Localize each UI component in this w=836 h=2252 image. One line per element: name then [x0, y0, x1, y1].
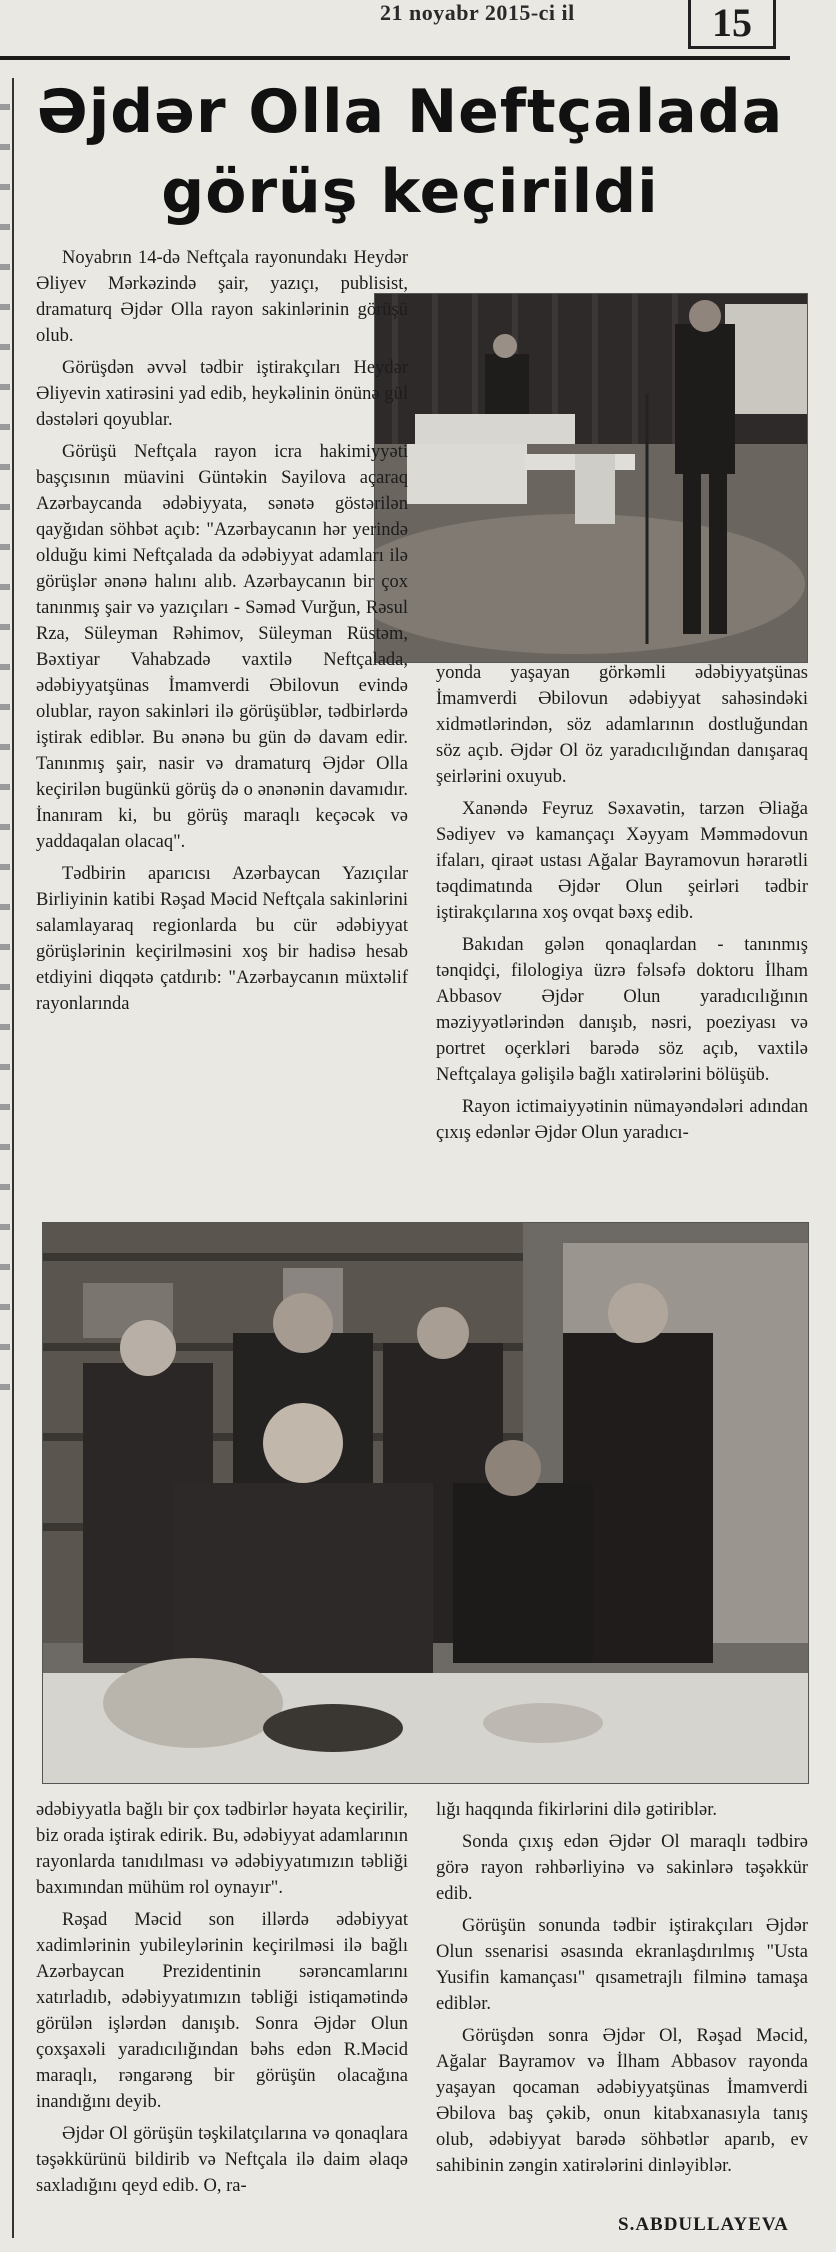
headline-line-1: Əjdər Olla Neftçalada: [36, 77, 784, 147]
article-column-4: [436, 1797, 808, 2185]
paragraph: Görüşdən əvvəl tədbir iştirakçıları Heydər Əliyevin xatirəsini yad edib, heykəlinin önünə gül dəstələri qoyublar.: [36, 358, 408, 430]
headline: [20, 72, 800, 232]
paragraph: Xanəndə Feyruz Səxavətin, tarzən Əliağa Sədiyev və kamançaçı Xəyyam Məmmədovun ifaları, qiraət ustası Ağalar Bayramovun hərarətli təqdimatında Əjdər Olun şeirləri tədbir iştirakçılarına xoş ovqat bəxş edib.: [436, 799, 808, 923]
paragraph: Görüşün sonunda tədbir iştirakçıları Əjdər Olun ssenarisi əsasında ekranlaşdırılmış "Usta Yusifin kamançası" qısametrajlı filminə tamaşa ediblər.: [436, 1916, 808, 2014]
paragraph: Əjdər Ol görüşün təşkilatçılarına və qonaqlara təşəkkürünü bildirib və Neftçala ilə daim əlaqə saxladığını qeyd edib. O, ra-: [36, 2124, 408, 2196]
column-divider: [12, 78, 14, 2238]
paragraph: Noyabrın 14-də Neftçala rayonundakı Heydər Əliyev Mərkəzində şair, yazıçı, publisist, dramaturq Əjdər Olla rayon sakinlərinin görüşü olub.: [36, 248, 408, 346]
paragraph: Sonda çıxış edən Əjdər Ol maraqlı tədbirə görə rayon rəhbərliyinə və sakinlərə təşəkkür edib.: [436, 1832, 808, 1904]
paragraph: lığı haqqında fikirlərini dilə gətiriblər.: [436, 1800, 718, 1820]
paragraph: Tədbirin aparıcısı Azərbaycan Yazıçılar Birliyinin katibi Rəşad Məcid Neftçala sakinlərini salamlayaraq regionlarda bu cür ədəbiyyat görüşlərinin keçirilməsini xoş bir hadisə hesab etdiyini diqqətə çatdırıb: "Azərbaycanın müxtəlif rayonlarında: [36, 864, 408, 1014]
author-signature: S.ABDULLAYEVA: [618, 2214, 789, 2235]
paragraph: Görüşdən sonra Əjdər Ol, Rəşad Məcid, Ağalar Bayramov və İlham Abbasov rayonda yaşayan qocaman ədəbiyyatşünas İmamverdi Əbilova baş çəkib, onun kitabxanasıyla tanış olub, ədəbiyyat barədə söhbətlər aparıb, ev sahibinin zəngin xatirələrini dinləyiblər.: [436, 2026, 808, 2176]
photo-speaker-at-podium: [374, 293, 808, 663]
issue-date: 21 noyabr 2015-ci il: [380, 0, 575, 25]
paragraph: Rayon ictimaiyyətinin nümayəndələri adından çıxış edənlər Əjdər Olun yaradıcı-: [436, 1097, 808, 1143]
adjacent-column-edge: [0, 70, 10, 1420]
top-rule: [0, 56, 790, 60]
paragraph: Görüşü Neftçala rayon icra hakimiyyəti başçısının müavini Güntəkin Sayilova açaraq Azərbaycanda ədəbiyyata, sənətə göstərilən qayğıdan söhbət açıb: "Azərbaycanın hər yerində olduğu kimi Neftçalada da ədəbiyyat adamları ilə görüşlər ənənə halını alıb. Azərbaycanın bir çox tanınmış şair və yazıçıları - Səməd Vurğun, Rəsul Rza, Süleyman Rəhimov, Süleyman Rüstəm, Bəxtiyar Vahabzadə vaxtilə Neftçalada, ədəbiyyatşünas İmamverdi Əbilovun evində olublar, rayon sakinləri ilə görüşüblər, tədbirlərdə iştirak ediblər. Bu ənənə bu gün də davam edir. Tanınmış şair, nasir və dramaturq Əjdər Olla keçirilən bugünkü görüş də o ənənənin davamıdır. İnanıram ki, bu görüş maraqlı keçəcək və yaddaqalan olacaq".: [36, 442, 408, 852]
paragraph: yonda yaşayan görkəmli ədəbiyyatşünas İmamverdi Əbilovun ədəbiyyat sahəsindəki xidmətlərindən, söz adamlarının dostluğundan söz açıb. Əjdər Ol öz yaradıcılığından danışaraq şeirlərini oxuyub.: [436, 663, 808, 787]
paragraph: Bakıdan gələn qonaqlardan - tanınmış tənqidçi, filologiya üzrə fəlsəfə doktoru İlham Abbasov Əjdər Olun yaradıcılığının məziyyətlərindən danışıb, nəsri, poeziyası və portret oçerkləri barədə söz açıb, vaxtilə Neftçalaya gəlişilə bağlı xatirələrini bölüşüb.: [436, 935, 808, 1085]
article-column-2: [436, 660, 808, 1152]
paragraph: Rəşad Məcid son illərdə ədəbiyyat xadimlərinin yubileylərinin keçirilməsi ilə bağlı Azərbaycan Prezidentinin sərəncamlarını xatırladıb, ədəbiyyatımızın təbliği istiqamətində görülən işlərdən danışıb. Sonra Əjdər Olun çoxşaxəli yaradıcılığından bəhs edən R.Məcid maraqlı, rəngarəng bir görüşün olacağına inandığını deyib.: [36, 1910, 408, 2112]
article-column-3: [36, 1797, 408, 2205]
page-number: 15: [688, 0, 776, 49]
photo-group-with-host: [42, 1222, 809, 1784]
article-column-1: [36, 245, 408, 1023]
paragraph: ədəbiyyatla bağlı bir çox tədbirlər həyata keçirilir, biz orada iştirak edirik. Bu, ədəbiyyat adamlarının rayonlarda tanıdılması və ədəbiyyatımızın təbliği baxımından mühüm rol oynayır".: [36, 1800, 408, 1898]
headline-line-2: görüş keçirildi: [161, 157, 659, 227]
